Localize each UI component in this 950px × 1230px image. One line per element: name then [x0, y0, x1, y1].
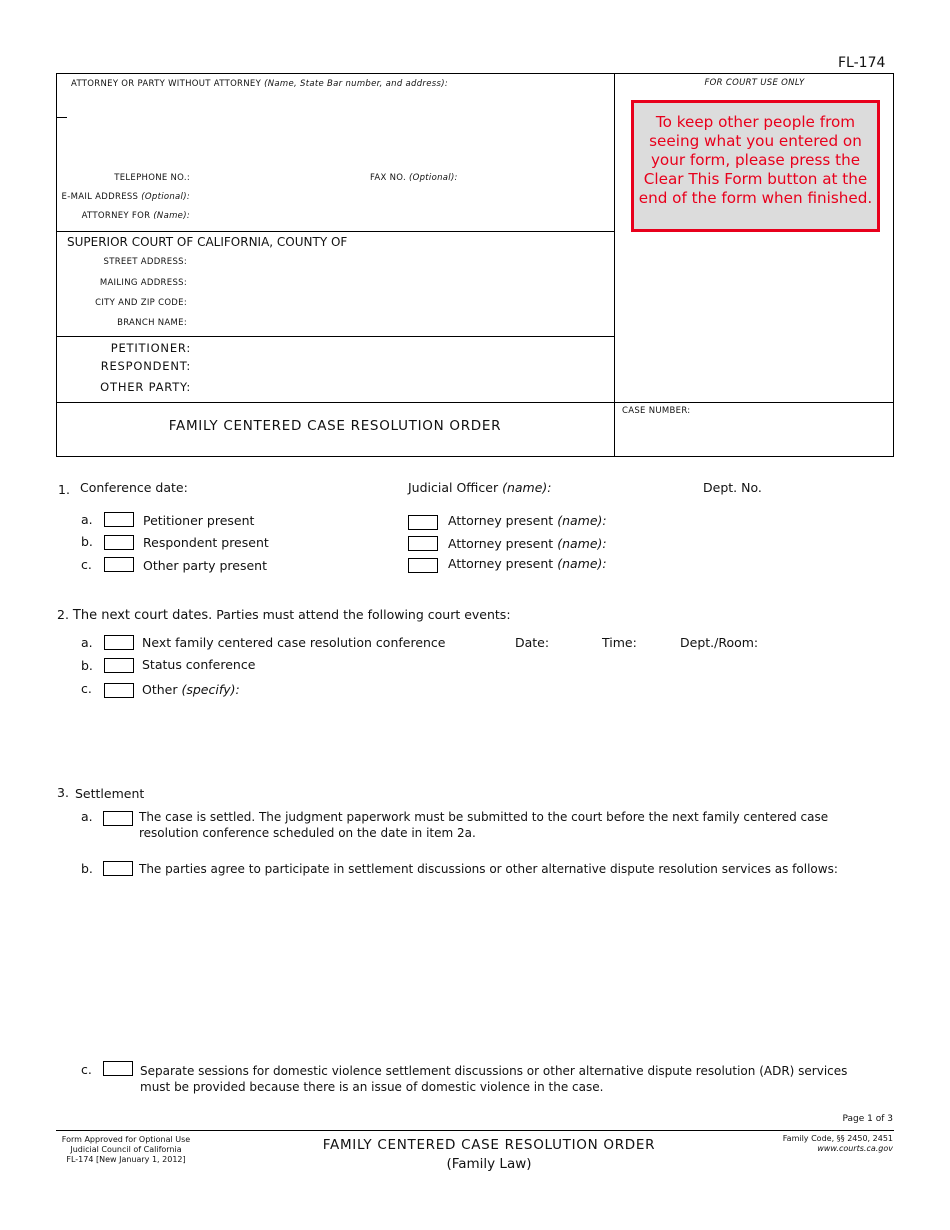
attorney-present-c-checkbox[interactable] [408, 558, 438, 573]
respondent-present-label: Respondent present [143, 535, 269, 550]
branch-label: BRANCH NAME: [117, 318, 187, 328]
next-conference-checkbox[interactable] [104, 635, 134, 650]
status-conference-label: Status conference [142, 657, 256, 672]
time-label: Time: [602, 635, 637, 650]
street-label: STREET ADDRESS: [103, 257, 187, 267]
item2b-letter: b. [81, 658, 93, 673]
other-event-checkbox[interactable] [104, 683, 134, 698]
petitioner-label: PETITIONER: [110, 341, 191, 355]
separate-sessions-checkbox[interactable] [103, 1061, 133, 1076]
settlement-heading: Settlement [75, 786, 145, 801]
footer-right: Family Code, §§ 2450, 2451 www.courts.ca.gov [740, 1134, 893, 1154]
mailing-label: MAILING ADDRESS: [99, 278, 187, 288]
form-title: FAMILY CENTERED CASE RESOLUTION ORDER [168, 418, 502, 434]
attorney-for-label: ATTORNEY FOR (Name): [81, 211, 190, 221]
petitioner-present-label: Petitioner present [143, 513, 255, 528]
adr-agreement-checkbox[interactable] [103, 861, 133, 876]
date-label: Date: [515, 635, 550, 650]
item3a-letter: a. [81, 809, 93, 824]
item3c-letter: c. [81, 1062, 92, 1077]
case-settled-checkbox[interactable] [103, 811, 133, 826]
petitioner-present-checkbox[interactable] [104, 512, 134, 527]
footer-title: FAMILY CENTERED CASE RESOLUTION ORDER [322, 1137, 656, 1153]
conference-date-label: Conference date: [80, 480, 188, 495]
attorney-present-a-checkbox[interactable] [408, 515, 438, 530]
item2c-letter: c. [81, 681, 92, 696]
other-party-present-checkbox[interactable] [104, 557, 134, 572]
item1-number: 1. [58, 482, 70, 497]
attorney-present-a-label: Attorney present (name): [448, 513, 607, 528]
fax-label: FAX NO. (Optional): [370, 173, 458, 183]
dept-no-label: Dept. No. [703, 480, 762, 495]
attorney-present-b-label: Attorney present (name): [448, 536, 607, 551]
attorney-label: ATTORNEY OR PARTY WITHOUT ATTORNEY (Name, State Bar number, and address): [71, 79, 448, 89]
page-number: Page 1 of 3 [842, 1114, 893, 1124]
attorney-present-c-label: Attorney present (name): [448, 556, 607, 571]
court-use-label: FOR COURT USE ONLY [704, 78, 805, 88]
other-party-present-label: Other party present [143, 558, 267, 573]
attorney-present-b-checkbox[interactable] [408, 536, 438, 551]
case-settled-text: The case is settled. The judgment paperwork must be submitted to the court before the next family centered case resolution conference scheduled on the date in item 2a. [139, 810, 829, 840]
telephone-label: TELEPHONE NO.: [114, 173, 190, 183]
footer-subtitle: (Family Law) [446, 1156, 532, 1172]
dept-room-label: Dept./Room: [680, 635, 759, 650]
item1b-letter: b. [81, 534, 93, 549]
item3b-letter: b. [81, 861, 93, 876]
email-label: E-MAIL ADDRESS (Optional): [61, 192, 190, 202]
case-number-label: CASE NUMBER: [622, 406, 691, 416]
respondent-present-checkbox[interactable] [104, 535, 134, 550]
separate-sessions-text: Separate sessions for domestic violence settlement discussions or other alternative dispute resolution (ADR) services must be provided because there is an issue of domestic violence in the case. [140, 1064, 848, 1094]
adr-agreement-text: The parties agree to participate in settlement discussions or other alternative dispute resolution services as follows: [139, 862, 838, 876]
form-number: FL-174 [838, 55, 886, 71]
item3-number: 3. [57, 785, 69, 800]
city-label: CITY AND ZIP CODE: [95, 298, 187, 308]
other-party-label: OTHER PARTY: [100, 380, 191, 394]
status-conference-checkbox[interactable] [104, 658, 134, 673]
item1a-letter: a. [81, 512, 93, 527]
item2-heading: 2. The next court dates. Parties must attend the following court events: [57, 607, 511, 623]
item1c-letter: c. [81, 557, 92, 572]
courts-website-link[interactable]: www.courts.ca.gov [817, 1144, 893, 1153]
clear-form-notice: To keep other people from seeing what you entered on your form, please press the Clear This Form button at the end of the form when finished. [631, 100, 880, 232]
court-label: SUPERIOR COURT OF CALIFORNIA, COUNTY OF [67, 235, 348, 249]
other-event-label: Other (specify): [142, 682, 240, 697]
next-conference-label: Next family centered case resolution conference [142, 635, 446, 650]
item2a-letter: a. [81, 635, 93, 650]
judicial-officer-label: Judicial Officer (name): [408, 480, 552, 495]
respondent-label: RESPONDENT: [100, 359, 191, 373]
footer-left: Form Approved for Optional Use Judicial Council of California FL-174 [New January 1, 2012] [61, 1135, 191, 1164]
